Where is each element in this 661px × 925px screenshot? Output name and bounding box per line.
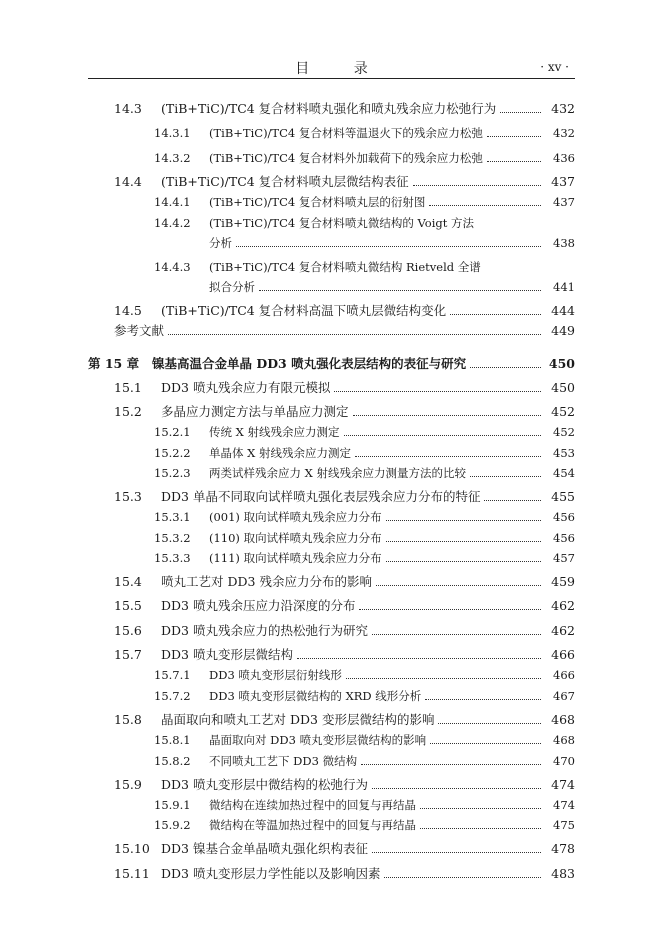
toc-leader-dots [450,314,541,315]
toc-entry[interactable] [154,728,575,748]
toc-entry-title: DD3 喷丸残余压应力沿深度的分布 [161,598,356,613]
toc-entry-title: (TiB+TiC)/TC4 复合材料喷丸微结构 Rietveld 全谱 [209,260,481,274]
toc-page-number: 432 [553,126,575,140]
toc-page-number: 466 [553,668,575,682]
toc-entry-title: DD3 喷丸残余应力的热松弛行为研究 [161,623,368,638]
toc-leader-dots [470,367,541,368]
toc-entry-number: 15.11 [114,866,150,881]
toc-page-number: 457 [553,551,575,565]
toc-entry[interactable] [209,275,575,295]
toc-page-number: 466 [551,647,575,662]
page-header [88,56,575,79]
toc-leader-dots [372,852,541,853]
toc-entry[interactable] [154,749,575,769]
toc-entry[interactable] [114,773,575,793]
header-title: 目 录 [295,61,388,77]
toc-entry[interactable] [114,837,575,857]
toc-entry-number: 15.6 [114,623,142,638]
toc-entry-title: 晶面取向和喷丸工艺对 DD3 变形层微结构的影响 [161,712,435,727]
toc-entry-title: DD3 喷丸变形层微结构 [161,647,293,662]
toc-entry-title: (001) 取向试样喷丸残余应力分布 [209,510,382,524]
toc-entry[interactable] [114,708,575,728]
toc-entry[interactable] [114,170,575,190]
toc-leader-dots [430,743,541,744]
toc-entry[interactable] [114,862,575,882]
toc-entry[interactable] [114,400,575,420]
toc-leader-dots [344,435,542,436]
toc-entry-number: 15.2.1 [154,425,191,439]
toc-entry-title: DD3 喷丸变形层力学性能以及影响因素 [161,866,381,881]
toc-entry-title: (TiB+TiC)/TC4 复合材料喷丸层微结构表征 [161,174,409,189]
toc-leader-dots [438,723,541,724]
toc-leader-dots [386,520,541,521]
toc-page-number: 483 [551,866,575,881]
toc-entry[interactable] [154,121,575,141]
toc-leader-dots [372,788,541,789]
toc-entry[interactable] [154,526,575,546]
toc-entry-number: 15.8 [114,712,142,727]
toc-entry-title: 分析 [209,236,232,250]
toc-entry[interactable] [114,643,575,663]
toc-entry[interactable] [114,594,575,614]
toc-entry-number: 14.4.1 [154,195,191,209]
toc-entry[interactable] [154,255,575,275]
toc-page-number: 452 [551,404,575,419]
toc-entry-title: DD3 喷丸变形层中微结构的松弛行为 [161,777,368,792]
toc-entry-title: 喷丸工艺对 DD3 残余应力分布的影响 [161,574,372,589]
toc-entry-title: (TiB+TiC)/TC4 复合材料高温下喷丸层微结构变化 [161,303,447,318]
toc-entry[interactable] [154,684,575,704]
toc-entry-number: 14.4.3 [154,260,191,274]
toc-entry-number: 15.3.2 [154,531,191,545]
toc-entry-number: 14.3 [114,101,142,116]
toc-entry-number: 15.4 [114,574,142,589]
toc-page-number: 475 [553,818,575,832]
toc-entry[interactable] [154,441,575,461]
toc-page-number: 450 [551,380,575,395]
toc-entry-number: 15.9 [114,777,142,792]
toc-leader-dots [420,828,541,829]
toc-entry-title: 传统 X 射线残余应力测定 [209,425,340,439]
header-page-number: · xv · [540,60,569,74]
toc-entry[interactable] [154,505,575,525]
toc-leader-dots [487,136,541,137]
toc-leader-dots [413,185,541,186]
toc-entry-title: DD3 单晶不同取向试样喷丸强化表层残余应力分布的特征 [161,489,481,504]
toc-leader-dots [361,764,541,765]
toc-page-number: 449 [551,323,575,338]
toc-entry[interactable] [154,420,575,440]
toc-leader-dots [168,334,541,335]
toc-entry-number: 14.4 [114,174,142,189]
toc-page-number: 437 [551,174,575,189]
toc-leader-dots [425,699,541,700]
toc-entry[interactable] [114,299,575,319]
toc-page-number: 456 [553,531,575,545]
toc-leader-dots [386,561,541,562]
toc-page-number: 470 [553,754,575,768]
toc-entry-number: 14.3.1 [154,126,191,140]
toc-entry-number: 15.3 [114,489,142,504]
toc-leader-dots [376,585,541,586]
toc-page-number: 444 [551,303,575,318]
toc-entry-number: 14.4.2 [154,216,191,230]
toc-entry-number: 15.7.1 [154,668,191,682]
toc-entry-title: (TiB+TiC)/TC4 复合材料外加载荷下的残余应力松弛 [209,151,483,165]
toc-entry[interactable] [154,663,575,683]
toc-entry-number: 15.8.2 [154,754,191,768]
toc-page-number: 450 [548,356,575,371]
toc-entry[interactable] [154,211,575,231]
toc-leader-dots [500,112,541,113]
toc-entry[interactable] [154,546,575,566]
toc-page-number: 459 [551,574,575,589]
toc-leader-dots [372,634,541,635]
toc-entry-number: 15.3.1 [154,510,191,524]
toc-entry-title: 参考文献 [114,323,165,338]
toc-entry-title: 单晶体 X 射线残余应力测定 [209,446,351,460]
toc-leader-dots [429,205,541,206]
toc-page-number: 441 [553,280,575,294]
toc-entry-title: DD3 喷丸变形层衍射线形 [209,668,342,682]
toc-page-number: 462 [551,598,575,613]
toc-entry-title: 微结构在等温加热过程中的回复与再结晶 [209,818,416,832]
toc-entry-number: 15.2.2 [154,446,191,460]
toc-entry-title: (111) 取向试样喷丸残余应力分布 [209,551,382,565]
toc-entry-number: 第 15 章 [88,356,140,371]
toc-leader-dots [334,391,541,392]
toc-entry-number: 14.5 [114,303,142,318]
toc-entry-number: 15.1 [114,380,142,395]
toc-entry-title: 多晶应力测定方法与单晶应力测定 [161,404,349,419]
toc-entry-title: 两类试样残余应力 X 射线残余应力测量方法的比较 [209,466,466,480]
toc-entry-title: (TiB+TiC)/TC4 复合材料等温退火下的残余应力松弛 [209,126,483,140]
toc-entry-number: 15.9.2 [154,818,191,832]
toc-page-number: 462 [551,623,575,638]
toc-entry-title: (TiB+TiC)/TC4 复合材料喷丸强化和喷丸残余应力松弛行为 [161,101,497,116]
toc-page-number: 432 [551,101,575,116]
toc-entry-number: 15.10 [114,841,150,856]
toc-chapter-entry[interactable] [88,352,575,372]
toc-leader-dots [346,678,541,679]
toc-entry[interactable] [114,485,575,505]
toc-page-number: 474 [551,777,575,792]
toc-page-number: 453 [553,446,575,460]
toc-leader-dots [353,415,541,416]
toc-leader-dots [384,877,541,878]
toc-entry[interactable] [154,793,575,813]
toc-page-number: 438 [553,236,575,250]
toc-entry[interactable] [114,570,575,590]
toc-entry-number: 15.7 [114,647,142,662]
toc-entry-title: 微结构在连续加热过程中的回复与再结晶 [209,798,416,812]
toc-entry-number: 15.8.1 [154,733,191,747]
toc-leader-dots [470,476,541,477]
toc-entry-title: (TiB+TiC)/TC4 复合材料喷丸层的衍射图 [209,195,426,209]
toc-entry-title: 不同喷丸工艺下 DD3 微结构 [209,754,358,768]
toc-leader-dots [420,808,541,809]
toc-entry-number: 15.7.2 [154,689,191,703]
toc-page-number: 452 [553,425,575,439]
toc-leader-dots [386,541,541,542]
toc-entry[interactable] [154,190,575,210]
toc-entry[interactable] [209,231,575,251]
toc-page-number: 467 [553,689,575,703]
toc-page-number: 455 [551,489,575,504]
toc-entry-title: DD3 喷丸变形层微结构的 XRD 线形分析 [209,689,422,703]
toc-page-number: 456 [553,510,575,524]
toc-entry-title: (110) 取向试样喷丸残余应力分布 [209,531,382,545]
toc-entry[interactable] [114,97,575,117]
toc-entry-title: DD3 喷丸残余应力有限元模拟 [161,380,331,395]
toc-entry-title: DD3 镍基合金单晶喷丸强化织构表征 [161,841,368,856]
toc-entry-number: 15.3.3 [154,551,191,565]
toc-leader-dots [259,290,541,291]
toc-page-number: 468 [551,712,575,727]
toc-entry-title: (TiB+TiC)/TC4 复合材料喷丸微结构的 Voigt 方法 [209,216,475,230]
toc-leader-dots [359,609,541,610]
toc-leader-dots [236,246,541,247]
toc-entry-number: 14.3.2 [154,151,191,165]
toc-entry-number: 15.9.1 [154,798,191,812]
toc-entry-number: 15.2 [114,404,142,419]
toc-entry-title: 镍基高温合金单晶 DD3 喷丸强化表层结构的表征与研究 [152,356,467,371]
toc-page-number: 437 [553,195,575,209]
toc-entry-title: 拟合分析 [209,280,255,294]
toc-leader-dots [487,161,541,162]
toc-entry[interactable] [114,376,575,396]
toc-leader-dots [484,500,541,501]
toc-page-number: 436 [553,151,575,165]
toc-entry-title: 晶面取向对 DD3 喷丸变形层微结构的影响 [209,733,427,747]
toc-leader-dots [355,456,541,457]
toc-leader-dots [297,658,541,659]
toc-entry-number: 15.5 [114,598,142,613]
toc-entry[interactable] [154,461,575,481]
toc-page-number: 478 [551,841,575,856]
toc-page-number: 474 [553,798,575,812]
toc-entry[interactable] [154,813,575,833]
toc-page-number: 454 [553,466,575,480]
toc-entry[interactable] [154,146,575,166]
toc-entry-number: 15.2.3 [154,466,191,480]
toc-entry[interactable] [114,619,575,639]
toc-entry[interactable] [114,319,575,339]
toc-page-number: 468 [553,733,575,747]
